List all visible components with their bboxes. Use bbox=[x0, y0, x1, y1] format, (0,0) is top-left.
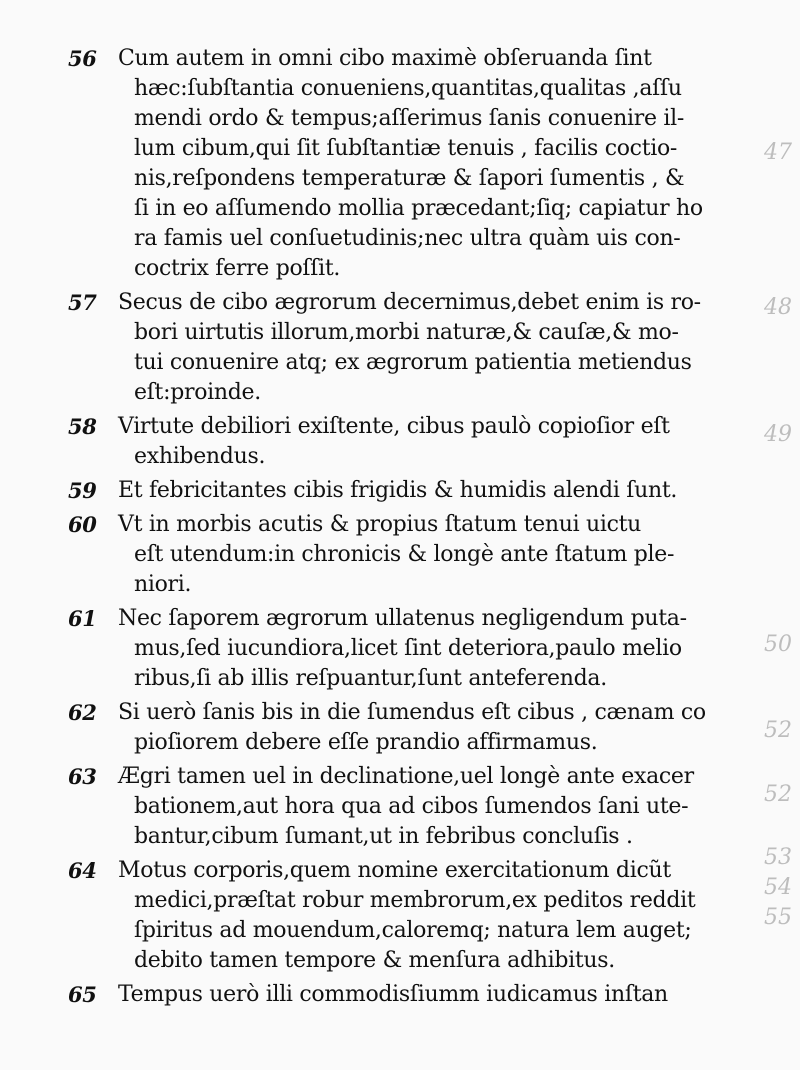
text-line: Vt in morbis acutis & propius ſtatum tenui uictu bbox=[118, 512, 642, 537]
text-line: Ægri tamen uel in declinatione,uel longè ante exacer bbox=[118, 764, 694, 789]
paragraph bbox=[68, 856, 746, 976]
paragraph bbox=[68, 980, 746, 1010]
bleed-margin-number: 55 bbox=[764, 905, 792, 930]
paragraph bbox=[68, 510, 746, 600]
text-line: tui conuenire atq; ex ægrorum patientia metiendus bbox=[134, 350, 692, 375]
bleed-margin-number: 50 bbox=[764, 632, 792, 657]
text-line: niori. bbox=[134, 572, 192, 597]
text-line: Cum autem in omni cibo maximè obſeruanda ſint bbox=[118, 46, 652, 71]
paragraph-number: 60 bbox=[68, 512, 97, 537]
text-line: Virtute debiliori exiſtente, cibus paulò copioſior eſt bbox=[118, 414, 670, 439]
paragraph-number: 62 bbox=[68, 700, 97, 725]
paragraph bbox=[68, 412, 746, 472]
text-line: debito tamen tempore & menſura adhibitus. bbox=[134, 948, 615, 973]
text-line: Motus corporis,quem nomine exercitationum dicũt bbox=[118, 858, 671, 883]
paragraph bbox=[68, 762, 746, 852]
text-line: lum cibum,qui ſit ſubſtantiæ tenuis , facilis coctio- bbox=[134, 136, 678, 161]
bleed-margin-number: 52 bbox=[764, 718, 792, 743]
text-line: Et febricitantes cibis frigidis & humidis alendi ſunt. bbox=[118, 478, 678, 503]
paragraph-number: 57 bbox=[68, 290, 97, 315]
text-line: ra famis uel conſuetudinis;nec ultra quàm uis con- bbox=[134, 226, 681, 251]
text-line: ribus,ſi ab illis reſpuantur,ſunt anteferenda. bbox=[134, 666, 607, 691]
paragraph bbox=[68, 44, 746, 284]
bleed-margin-number: 49 bbox=[764, 422, 792, 447]
paragraph-number: 65 bbox=[68, 982, 97, 1007]
paragraph bbox=[68, 604, 746, 694]
text-line: bationem,aut hora qua ad cibos ſumendos ſani ute- bbox=[134, 794, 689, 819]
text-line: pioſiorem debere eſſe prandio affirmamus. bbox=[134, 730, 598, 755]
text-line: coctrix ferre poſſit. bbox=[134, 256, 341, 281]
text-line: medici,præſtat robur membrorum,ex peditos reddit bbox=[134, 888, 696, 913]
bleed-margin-number: 47 bbox=[764, 140, 792, 165]
bleed-margin-number: 53 bbox=[764, 845, 792, 870]
text-line: mus,ſed iucundiora,licet ſint deteriora,paulo melio bbox=[134, 636, 682, 661]
paragraph bbox=[68, 698, 746, 758]
text-line: exhibendus. bbox=[134, 444, 266, 469]
paragraph-number: 59 bbox=[68, 478, 97, 503]
text-line: eſt:proinde. bbox=[134, 380, 261, 405]
paragraph-number: 58 bbox=[68, 414, 97, 439]
bleed-margin-number: 48 bbox=[764, 295, 792, 320]
text-line: Secus de cibo ægrorum decernimus,debet enim is ro- bbox=[118, 290, 701, 315]
text-line: ſi in eo aſſumendo mollia præcedant;ſiq; capiatur ho bbox=[134, 196, 703, 221]
paragraph bbox=[68, 476, 746, 506]
paragraph bbox=[68, 288, 746, 408]
text-line: mendi ordo & tempus;aſſerimus ſanis conuenire il- bbox=[134, 106, 684, 131]
bleed-margin-number: 54 bbox=[764, 875, 792, 900]
text-line: Tempus uerò illi commodisſiumm iudicamus inſtan bbox=[118, 982, 668, 1007]
text-line: eſt utendum:in chronicis & longè ante ſtatum ple- bbox=[134, 542, 675, 567]
text-line: bantur,cibum ſumant,ut in febribus concluſis . bbox=[134, 824, 633, 849]
paragraph-number: 61 bbox=[68, 606, 97, 631]
text-line: nis,reſpondens temperaturæ & ſapori ſumentis , & bbox=[134, 166, 685, 191]
paragraph-number: 56 bbox=[68, 46, 97, 71]
text-line: Nec ſaporem ægrorum ullatenus negligendum puta- bbox=[118, 606, 687, 631]
text-body bbox=[0, 44, 746, 1010]
paragraph-number: 64 bbox=[68, 858, 97, 883]
text-line: bori uirtutis illorum,morbi naturæ,& cauſæ,& mo- bbox=[134, 320, 679, 345]
bleed-margin-number: 52 bbox=[764, 782, 792, 807]
text-line: Si uerò ſanis bis in die ſumendus eſt cibus , cænam co bbox=[118, 700, 706, 725]
text-line: ſpiritus ad mouendum,caloremq; natura lem auget; bbox=[134, 918, 692, 943]
text-line: hæc:ſubſtantia conueniens,quantitas,qualitas ,aſſu bbox=[134, 76, 682, 101]
paragraph-number: 63 bbox=[68, 764, 97, 789]
